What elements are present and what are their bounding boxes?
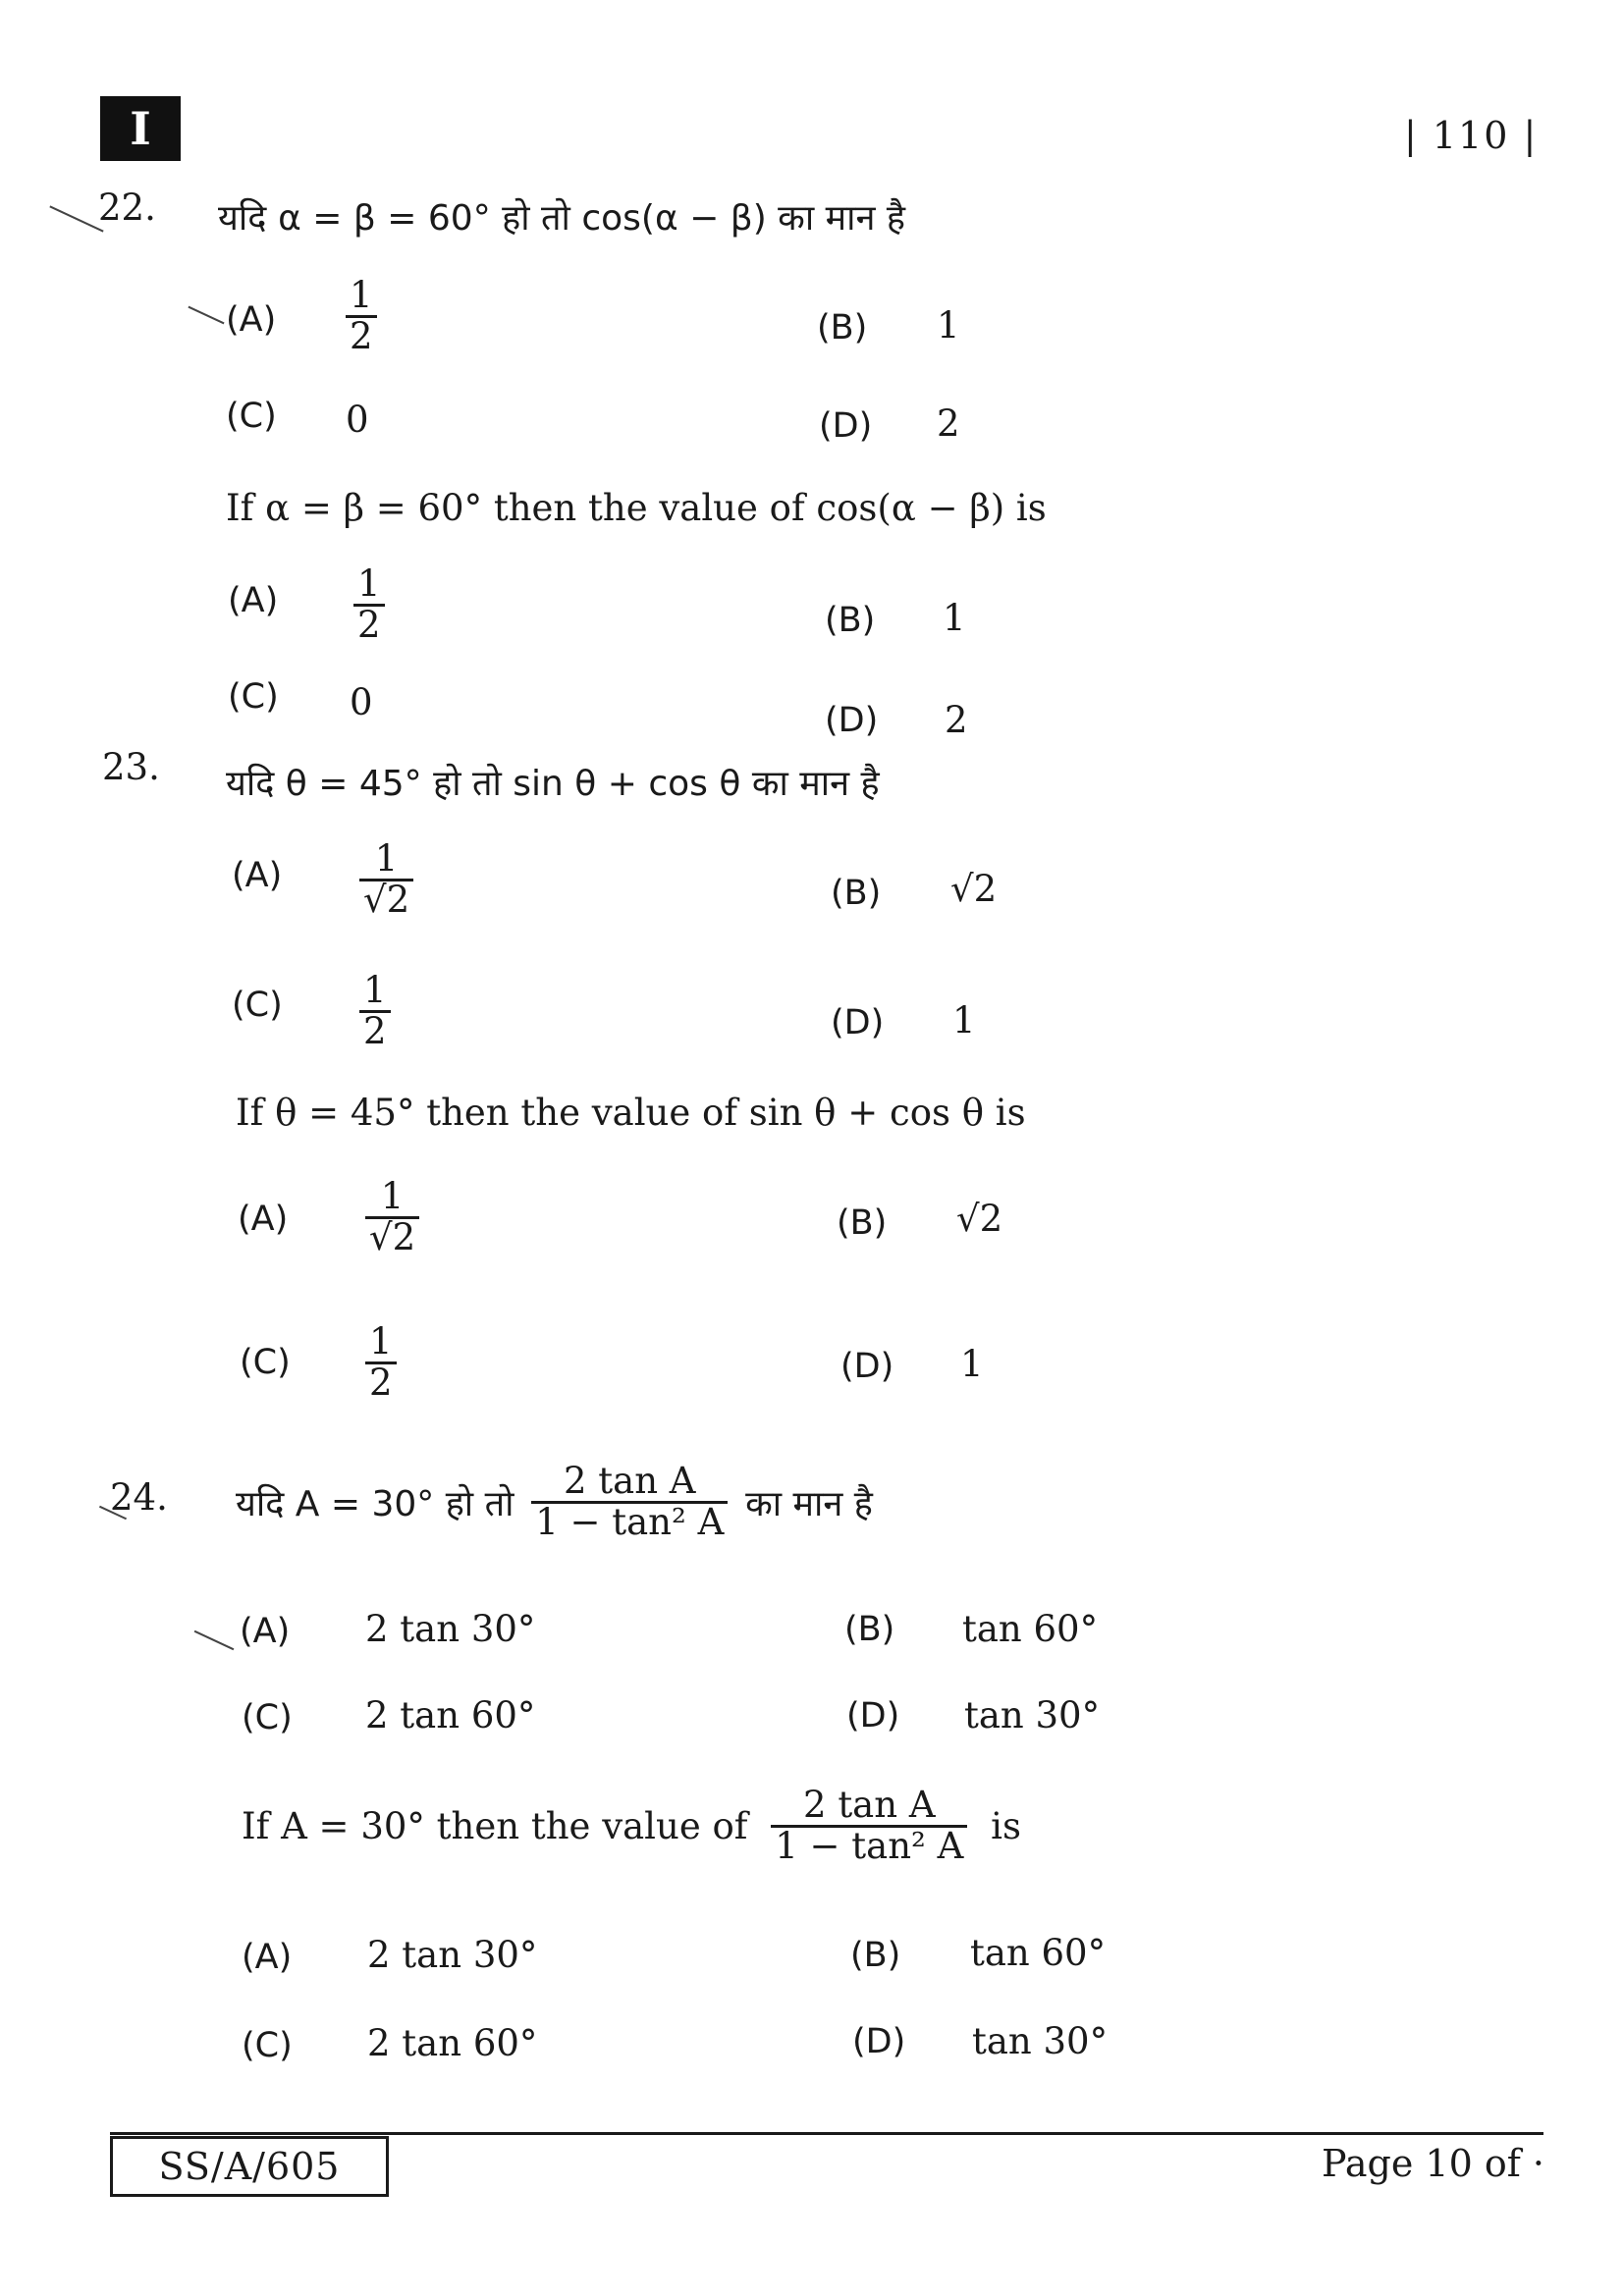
option-value-fraction: $\frac{1}{2}$ <box>346 277 377 356</box>
question-text-english: If θ = 45° then the value of sin θ + cos θ is <box>236 1092 1026 1134</box>
option-value: 1 <box>952 999 976 1041</box>
hindi-prefix: यदि A = 30° हो तो <box>236 1483 514 1524</box>
option-value: tan 60° <box>962 1608 1099 1650</box>
paper-set-badge: I <box>100 96 181 161</box>
option-value: 2 tan 60° <box>367 2022 538 2064</box>
option-value: 2 <box>945 699 968 741</box>
question-text-hindi: यदि θ = 45° हो तो sin θ + cos θ का मान है <box>226 764 880 804</box>
question-text-english: If α = β = 60° then the value of cos(α − β) is <box>226 487 1047 529</box>
question-text-english <box>242 1784 1021 1867</box>
option-label: (C) <box>242 1698 293 1737</box>
option-label: (C) <box>240 1343 291 1382</box>
option-label: (D) <box>840 1347 894 1386</box>
option-label: (D) <box>825 701 879 740</box>
option-label: (A) <box>232 856 283 895</box>
option-label: (A) <box>228 581 279 620</box>
option-label: (A) <box>238 1200 289 1239</box>
option-value-fraction: $\frac{1}{√2}$ <box>359 840 413 920</box>
expression-fraction: $\frac{\text{2 tan A}}{\text{1 − tan² A}}$ <box>531 1463 728 1542</box>
option-label: (D) <box>831 1003 885 1042</box>
option-value: 1 <box>960 1343 984 1385</box>
option-label: (C) <box>228 677 279 717</box>
option-label: (B) <box>844 1610 895 1649</box>
option-value-fraction: $\frac{1}{2}$ <box>365 1323 397 1403</box>
page-code: | 110 | <box>1404 114 1539 157</box>
option-value-fraction: $\frac{1}{√2}$ <box>365 1178 419 1257</box>
question-number: 22. <box>98 187 156 229</box>
option-value: tan 60° <box>970 1932 1107 1974</box>
option-value: √2 <box>956 1198 1003 1240</box>
option-label: (A) <box>242 1938 293 1977</box>
option-label: (D) <box>846 1696 900 1735</box>
footer-rule <box>110 2132 1543 2135</box>
option-value: 1 <box>937 304 960 347</box>
option-label: (B) <box>825 601 876 640</box>
option-value: 0 <box>346 399 369 441</box>
check-mark-icon <box>188 306 224 325</box>
check-mark-icon <box>194 1630 235 1650</box>
option-label: (C) <box>242 2026 293 2065</box>
question-number: 23. <box>102 746 160 788</box>
option-value: 1 <box>943 597 966 639</box>
check-mark-icon <box>49 205 103 232</box>
option-label: (B) <box>837 1203 888 1243</box>
option-value: 0 <box>350 681 373 723</box>
question-text-hindi <box>218 192 905 240</box>
english-suffix: is <box>991 1804 1021 1847</box>
option-label: (B) <box>850 1936 901 1975</box>
option-label: (A) <box>226 300 277 340</box>
hindi-suffix: का मान है <box>745 1483 873 1524</box>
hindi-expression: α = β = 60° हो तो cos(α − β) का मान है <box>278 198 905 239</box>
paper-code-box: SS/A/605 <box>110 2136 389 2197</box>
option-label: (D) <box>852 2022 906 2061</box>
option-value: 2 tan 30° <box>365 1608 536 1650</box>
option-value: 2 tan 30° <box>367 1934 538 1976</box>
english-prefix: If A = 30° then the value of <box>242 1804 748 1847</box>
option-value: tan 30° <box>972 2020 1109 2062</box>
hindi-prefix: यदि <box>218 198 267 239</box>
option-value-fraction: $\frac{1}{2}$ <box>359 972 391 1051</box>
option-label: (B) <box>831 874 882 913</box>
option-label: (C) <box>232 986 283 1025</box>
option-label: (A) <box>240 1612 291 1651</box>
option-value: 2 <box>937 402 960 445</box>
page-number: Page 10 of · <box>1322 2142 1544 2185</box>
expression-fraction: $\frac{\text{2 tan A}}{\text{1 − tan² A}}$ <box>771 1787 967 1866</box>
option-value: 2 tan 60° <box>365 1694 536 1736</box>
option-label: (C) <box>226 397 277 436</box>
option-value: tan 30° <box>964 1694 1101 1736</box>
question-text-hindi <box>236 1460 873 1543</box>
option-value-fraction: $\frac{1}{2}$ <box>353 565 385 645</box>
option-value: √2 <box>950 868 998 910</box>
question-number: 24. <box>110 1476 168 1519</box>
option-label: (B) <box>817 308 868 347</box>
option-label: (D) <box>819 406 873 446</box>
